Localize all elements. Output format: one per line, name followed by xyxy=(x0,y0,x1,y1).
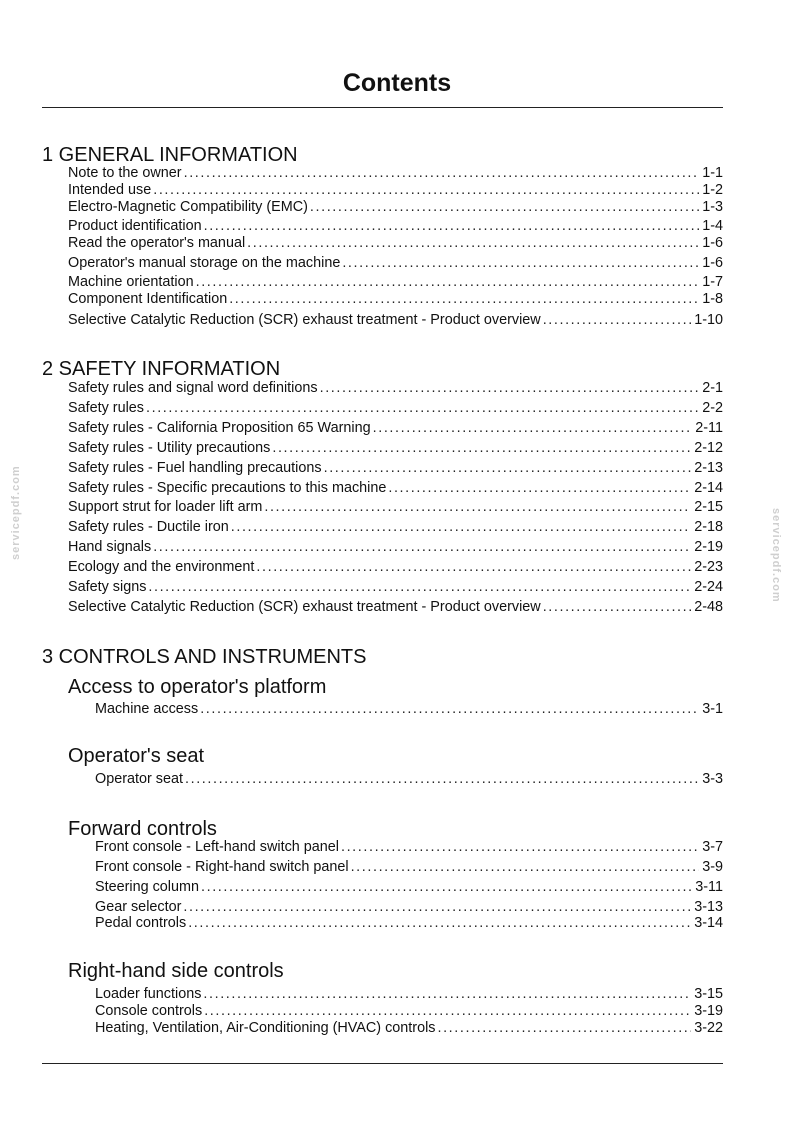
dot-leader xyxy=(264,498,691,516)
toc-entry[interactable] xyxy=(68,234,723,252)
toc-entry[interactable] xyxy=(68,419,723,437)
dot-leader xyxy=(272,439,691,457)
toc-entry-label: Ecology and the environment xyxy=(68,559,255,575)
toc-entry-page: 1-6 xyxy=(702,255,723,271)
page-title: Contents xyxy=(342,69,452,97)
toc-entry-page: 3-3 xyxy=(702,771,723,787)
toc-entry[interactable] xyxy=(95,1019,723,1037)
toc-entry-label: Selective Catalytic Reduction (SCR) exhaust treatment - Product overview xyxy=(68,312,541,328)
toc-entry-label: Intended use xyxy=(68,182,152,198)
toc-entry-page: 3-14 xyxy=(694,915,723,931)
dot-leader xyxy=(229,290,699,308)
toc-entry-page: 1-7 xyxy=(702,274,723,290)
dot-leader xyxy=(196,273,700,291)
toc-entry-label: Electro-Magnetic Compatibility (EMC) xyxy=(68,199,308,215)
toc-entry-label: Safety rules and signal word definitions xyxy=(68,380,318,396)
toc-entry[interactable] xyxy=(95,700,723,718)
dot-leader xyxy=(153,181,699,199)
toc-entry-page: 3-13 xyxy=(694,899,723,915)
subsection-heading-access-to-operators-platform: Access to operator's platform xyxy=(68,676,327,698)
toc-entry-page: 2-12 xyxy=(694,440,723,456)
toc-entry-page: 1-2 xyxy=(702,182,723,198)
toc-entry-label: Safety rules - Specific precautions to this machine xyxy=(68,480,387,496)
toc-entry-label: Heating, Ventilation, Air-Conditioning (HVAC) controls xyxy=(95,1020,436,1036)
toc-entry[interactable] xyxy=(68,498,723,516)
toc-entry-page: 2-11 xyxy=(695,420,723,436)
toc-entry-label: Support strut for loader lift arm xyxy=(68,499,263,515)
toc-entry[interactable] xyxy=(68,399,723,417)
section-heading-general-information: 1 GENERAL INFORMATION xyxy=(42,144,298,166)
toc-entry-label: Operator's manual storage on the machine xyxy=(68,255,341,271)
dot-leader xyxy=(310,198,699,216)
watermark-left: servicepdf.com xyxy=(10,465,22,560)
toc-entry[interactable] xyxy=(68,558,723,576)
toc-entry[interactable] xyxy=(95,878,723,896)
dot-leader xyxy=(184,164,700,182)
toc-entry[interactable] xyxy=(68,290,723,308)
toc-entry-label: Pedal controls xyxy=(95,915,187,931)
toc-entry[interactable] xyxy=(95,858,723,876)
dot-leader xyxy=(204,1002,691,1020)
dot-leader xyxy=(200,700,699,718)
dot-leader xyxy=(188,914,691,932)
toc-entry[interactable] xyxy=(95,985,723,1003)
section-heading-controls-and-instruments: 3 CONTROLS AND INSTRUMENTS xyxy=(42,646,367,668)
toc-entry-label: Operator seat xyxy=(95,771,183,787)
dot-leader xyxy=(204,217,700,235)
toc-entry-label: Loader functions xyxy=(95,986,202,1002)
dot-leader xyxy=(203,985,691,1003)
toc-entry-page: 1-4 xyxy=(702,218,723,234)
toc-entry-page: 2-23 xyxy=(694,559,723,575)
toc-entry[interactable] xyxy=(68,273,723,291)
dot-leader xyxy=(341,838,699,856)
toc-entry-page: 3-1 xyxy=(702,701,723,717)
toc-entry-label: Steering column xyxy=(95,879,199,895)
toc-entry-page: 2-2 xyxy=(702,400,723,416)
toc-entry-page: 2-13 xyxy=(694,460,723,476)
dot-leader xyxy=(201,878,692,896)
toc-entry-page: 2-24 xyxy=(694,579,723,595)
watermark-right: servicepdf.com xyxy=(770,508,782,603)
toc-entry-page: 1-3 xyxy=(702,199,723,215)
subsection-heading-operators-seat: Operator's seat xyxy=(68,745,205,767)
toc-entry[interactable] xyxy=(68,479,723,497)
toc-entry-page: 1-1 xyxy=(702,165,723,181)
toc-entry-page: 1-10 xyxy=(694,312,723,328)
toc-entry-page: 2-19 xyxy=(694,539,723,555)
toc-entry[interactable] xyxy=(68,311,723,329)
toc-entry-label: Hand signals xyxy=(68,539,152,555)
toc-entry-label: Note to the owner xyxy=(68,165,182,181)
toc-entry-label: Machine orientation xyxy=(68,274,194,290)
toc-entry-page: 3-19 xyxy=(694,1003,723,1019)
toc-entry-label: Safety rules - Ductile iron xyxy=(68,519,229,535)
toc-entry-label: Product identification xyxy=(68,218,202,234)
dot-leader xyxy=(185,770,699,788)
toc-entry[interactable] xyxy=(68,538,723,556)
toc-entry[interactable] xyxy=(68,459,723,477)
dot-leader xyxy=(256,558,691,576)
dot-leader xyxy=(153,538,691,556)
toc-entry[interactable] xyxy=(68,198,723,216)
toc-entry[interactable] xyxy=(95,1002,723,1020)
toc-entry-label: Safety rules - Fuel handling precautions xyxy=(68,460,322,476)
dot-leader xyxy=(324,459,692,477)
toc-entry-page: 1-6 xyxy=(702,235,723,251)
toc-entry[interactable] xyxy=(95,838,723,856)
dot-leader xyxy=(543,311,692,329)
toc-entry[interactable] xyxy=(68,578,723,596)
toc-entry-label: Console controls xyxy=(95,1003,203,1019)
bottom-rule xyxy=(42,1063,723,1064)
dot-leader xyxy=(373,419,693,437)
toc-entry[interactable] xyxy=(68,439,723,457)
toc-entry-label: Front console - Left-hand switch panel xyxy=(95,839,339,855)
toc-entry-label: Gear selector xyxy=(95,899,182,915)
toc-entry[interactable] xyxy=(68,254,723,272)
toc-entry-page: 3-11 xyxy=(695,879,723,895)
toc-entry-page: 3-15 xyxy=(694,986,723,1002)
toc-entry[interactable] xyxy=(68,164,723,182)
toc-entry[interactable] xyxy=(95,914,723,932)
subsection-heading-right-hand-side-controls: Right-hand side controls xyxy=(68,960,284,982)
toc-entry-label: Front console - Right-hand switch panel xyxy=(95,859,349,875)
dot-leader xyxy=(388,479,691,497)
dot-leader xyxy=(146,399,699,417)
toc-entry[interactable] xyxy=(68,217,723,235)
toc-entry-label: Safety rules xyxy=(68,400,144,416)
toc-entry-page: 2-14 xyxy=(694,480,723,496)
toc-entry-page: 1-8 xyxy=(702,291,723,307)
top-rule xyxy=(42,107,723,108)
toc-entry-label: Safety rules - California Proposition 65 Warning xyxy=(68,420,371,436)
toc-entry[interactable] xyxy=(68,598,723,616)
dot-leader xyxy=(320,379,700,397)
dot-leader xyxy=(148,578,691,596)
toc-entry-label: Safety rules - Utility precautions xyxy=(68,440,271,456)
toc-entry[interactable] xyxy=(68,518,723,536)
dot-leader xyxy=(342,254,699,272)
toc-entry-page: 3-9 xyxy=(702,859,723,875)
toc-entry-label: Read the operator's manual xyxy=(68,235,246,251)
toc-entry-page: 2-15 xyxy=(694,499,723,515)
toc-entry-label: Machine access xyxy=(95,701,199,717)
toc-entry-page: 3-7 xyxy=(702,839,723,855)
dot-leader xyxy=(231,518,691,536)
toc-entry-page: 2-48 xyxy=(694,599,723,615)
toc-entry-page: 3-22 xyxy=(694,1020,723,1036)
toc-entry[interactable] xyxy=(95,770,723,788)
subsection-heading-forward-controls: Forward controls xyxy=(68,818,217,840)
toc-entry[interactable] xyxy=(68,181,723,199)
toc-entry-page: 2-1 xyxy=(702,380,723,396)
toc-entry-label: Selective Catalytic Reduction (SCR) exhaust treatment - Product overview xyxy=(68,599,541,615)
section-heading-safety-information: 2 SAFETY INFORMATION xyxy=(42,358,281,380)
dot-leader xyxy=(351,858,700,876)
dot-leader xyxy=(543,598,692,616)
dot-leader xyxy=(437,1019,691,1037)
toc-entry-page: 2-18 xyxy=(694,519,723,535)
toc-entry[interactable] xyxy=(68,379,723,397)
dot-leader xyxy=(247,234,699,252)
toc-entry-label: Safety signs xyxy=(68,579,147,595)
toc-entry-label: Component Identification xyxy=(68,291,228,307)
